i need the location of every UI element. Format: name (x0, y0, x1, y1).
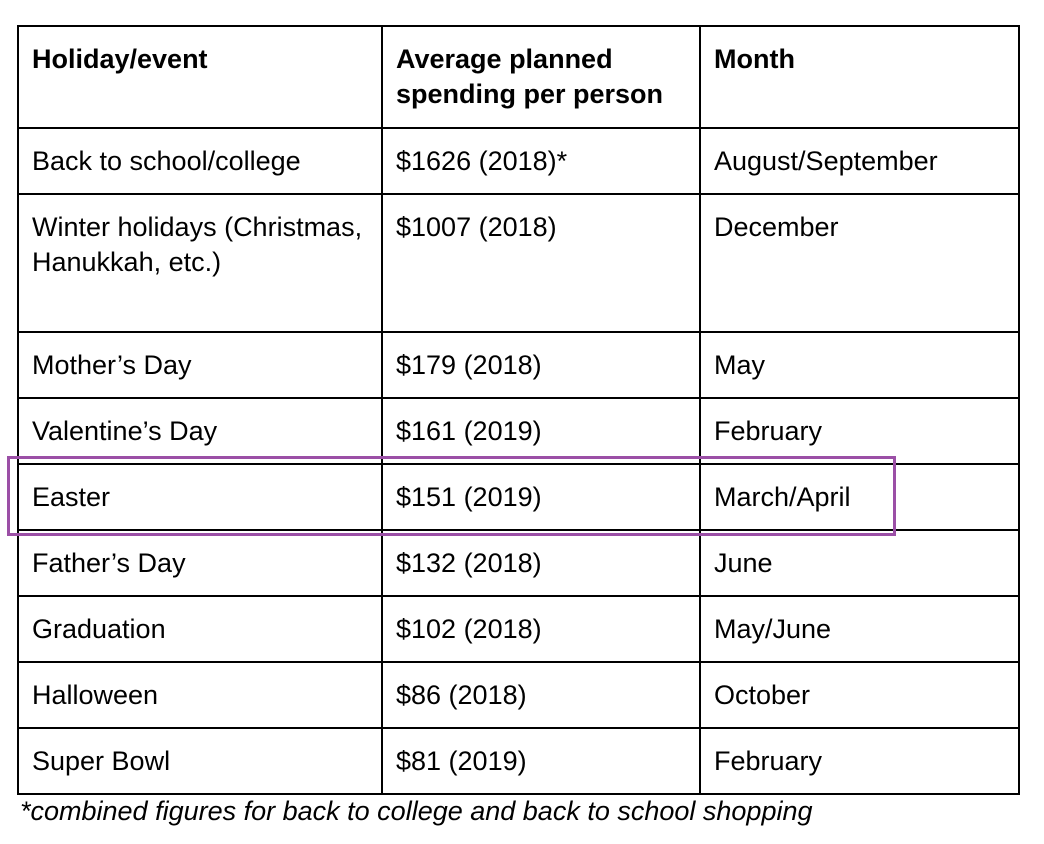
cell-month: May (700, 332, 1019, 398)
header-average-spending: Average planned spending per person (382, 26, 700, 128)
table-row (18, 530, 1019, 596)
table-header-row (18, 26, 1019, 128)
cell-month: December (700, 194, 1019, 332)
cell-month: May/June (700, 596, 1019, 662)
table-row (18, 128, 1019, 194)
cell-event: Father’s Day (18, 530, 382, 596)
cell-spending: $132 (2018) (382, 530, 700, 596)
cell-event: Mother’s Day (18, 332, 382, 398)
table-row (18, 332, 1019, 398)
cell-month: October (700, 662, 1019, 728)
cell-spending: $81 (2019) (382, 728, 700, 794)
spending-table (17, 25, 1020, 795)
cell-month: March/April (700, 464, 1019, 530)
cell-month: February (700, 398, 1019, 464)
cell-spending: $179 (2018) (382, 332, 700, 398)
table-row (18, 596, 1019, 662)
footnote: *combined figures for back to college and back to school shopping (20, 796, 813, 826)
header-holiday-event: Holiday/event (18, 26, 382, 128)
header-month: Month (700, 26, 1019, 128)
cell-spending: $1007 (2018) (382, 194, 700, 332)
cell-month: August/September (700, 128, 1019, 194)
table-row-highlighted (18, 464, 1019, 530)
cell-event: Super Bowl (18, 728, 382, 794)
table-row (18, 728, 1019, 794)
cell-event: Winter holidays (Christmas, Hanukkah, etc.) (18, 194, 382, 332)
cell-spending: $86 (2018) (382, 662, 700, 728)
table-row (18, 194, 1019, 332)
cell-month: February (700, 728, 1019, 794)
cell-event: Back to school/college (18, 128, 382, 194)
cell-spending: $102 (2018) (382, 596, 700, 662)
cell-event: Easter (18, 464, 382, 530)
cell-spending: $151 (2019) (382, 464, 700, 530)
cell-event: Halloween (18, 662, 382, 728)
cell-spending: $161 (2019) (382, 398, 700, 464)
table-row (18, 398, 1019, 464)
table-row (18, 662, 1019, 728)
cell-month: June (700, 530, 1019, 596)
cell-spending: $1626 (2018)* (382, 128, 700, 194)
cell-event: Valentine’s Day (18, 398, 382, 464)
cell-event: Graduation (18, 596, 382, 662)
